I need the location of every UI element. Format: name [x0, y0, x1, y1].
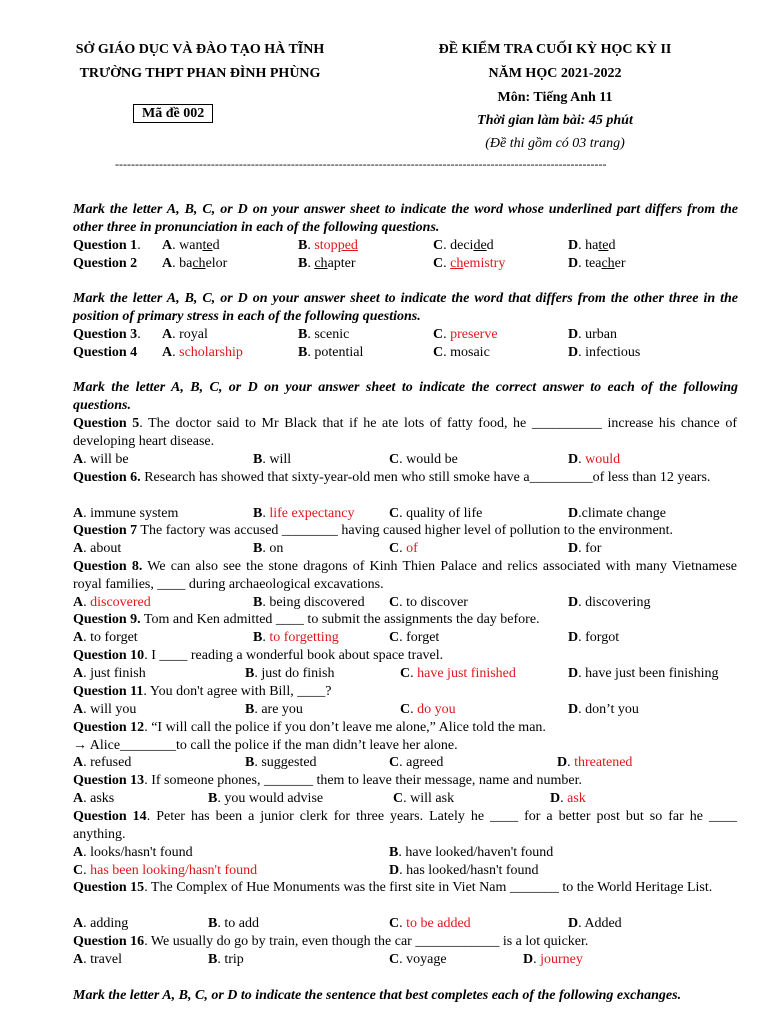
q4-option-b[interactable]: B. potential — [298, 345, 364, 360]
q12-option-c[interactable]: C. agreed — [389, 755, 444, 770]
q1-option-d[interactable]: D. hated — [568, 238, 616, 253]
subject: Môn: Tiếng Anh 11 — [497, 90, 613, 105]
exam-title: ĐỀ KIỂM TRA CUỐI KỲ HỌC KỲ II — [438, 42, 672, 57]
q5-option-d[interactable]: D. would — [568, 452, 621, 467]
q15-option-b[interactable]: B. to add — [208, 916, 259, 931]
q15-option-a[interactable]: A. adding — [73, 916, 129, 931]
time-limit: Thời gian làm bài: 45 phút — [477, 113, 633, 128]
page-count: (Đề thi gồm có 03 trang) — [485, 136, 625, 151]
q11-option-d[interactable]: D. don’t you — [568, 702, 639, 717]
q14-option-b[interactable]: B. have looked/haven't found — [389, 845, 554, 860]
q2-option-b[interactable]: B. chapter — [298, 256, 356, 271]
q8-option-a[interactable]: A. discovered — [73, 595, 151, 610]
question-1: Question 1. — [73, 238, 141, 253]
q6-option-a[interactable]: A. immune system — [73, 506, 179, 521]
q5-option-c[interactable]: C. would be — [389, 452, 458, 467]
q14-option-c[interactable]: C. has been looking/hasn't found — [73, 863, 258, 878]
question-13: Question 13. If someone phones, _______ them to leave their message, name and number. — [73, 773, 582, 788]
question-7: Question 7 The factory was accused ________ having caused higher level of pollution to the environment. — [73, 523, 674, 538]
question-4: Question 4 — [73, 345, 138, 360]
exam-code: Mã đề 002 — [133, 106, 213, 122]
section-instruction-exchanges: Mark the letter A, B, C, or D to indicate the sentence that best completes each of the following exchanges. — [73, 988, 682, 1003]
q15-option-d[interactable]: D. Added — [568, 916, 622, 931]
q13-option-c[interactable]: C. will ask — [393, 791, 455, 806]
q9-option-c[interactable]: C. forget — [389, 630, 440, 645]
q16-option-d[interactable]: D. journey — [523, 952, 583, 967]
q5-option-a[interactable]: A. will be — [73, 452, 129, 467]
q7-option-a[interactable]: A. about — [73, 541, 122, 556]
q2-option-d[interactable]: D. teacher — [568, 256, 626, 271]
q11-option-b[interactable]: B. are you — [245, 702, 303, 717]
q14-option-a[interactable]: A. looks/hasn't found — [73, 845, 193, 860]
q12-option-b[interactable]: B. suggested — [245, 755, 317, 770]
q8-option-d[interactable]: D. discovering — [568, 595, 651, 610]
q3-option-d[interactable]: D. urban — [568, 327, 618, 342]
q7-option-c[interactable]: C. of — [389, 541, 418, 556]
q13-option-a[interactable]: A. asks — [73, 791, 115, 806]
q2-option-a[interactable]: A. bachelor — [162, 256, 228, 271]
q11-option-a[interactable]: A. will you — [73, 702, 137, 717]
q13-option-b[interactable]: B. you would advise — [208, 791, 324, 806]
q15-option-c[interactable]: C. to be added — [389, 916, 471, 931]
divider: --------------------------------------------------------------------------------------------------------------------------- — [115, 157, 607, 171]
q1-option-a[interactable]: A. wanted — [162, 238, 220, 253]
section-instruction-pronunciation: Mark the letter A, B, C, or D on your answer sheet to indicate the word whose underlined part differs from the other three in pronunciation in each of the following questions. — [73, 202, 738, 235]
q16-option-a[interactable]: A. travel — [73, 952, 122, 967]
question-15: Question 15. The Complex of Hue Monuments was the first site in Viet Nam _______ to the World Heritage List. — [73, 880, 713, 895]
q9-option-b[interactable]: B. to forgetting — [253, 630, 339, 645]
q6-option-d[interactable]: D.climate change — [568, 506, 666, 521]
q10-option-b[interactable]: B. just do finish — [245, 666, 335, 681]
question-10: Question 10. I ____ reading a wonderful book about space travel. — [73, 648, 444, 663]
question-11: Question 11. You don't agree with Bill, ____? — [73, 684, 332, 699]
q3-option-b[interactable]: B. scenic — [298, 327, 350, 342]
q6-option-c[interactable]: C. quality of life — [389, 506, 483, 521]
question-12-rewrite: → Alice________to call the police if the man didn’t leave her alone. — [73, 738, 458, 753]
question-12: Question 12. “I will call the police if you don’t leave me alone,” Alice told the man. — [73, 720, 546, 735]
q8-option-b[interactable]: B. being discovered — [253, 595, 365, 610]
q9-option-a[interactable]: A. to forget — [73, 630, 138, 645]
q4-option-c[interactable]: C. mosaic — [433, 345, 490, 360]
q2-option-c[interactable]: C. chemistry — [433, 256, 506, 271]
q10-option-d[interactable]: D. have just been finishing — [568, 666, 719, 681]
school-department: SỞ GIÁO DỤC VÀ ĐÀO TẠO HÀ TĨNH — [75, 42, 325, 57]
q10-option-c[interactable]: C. have just finished — [400, 666, 516, 681]
question-8: Question 8. We can also see the stone dragons of Kinh Thien Palace and relics associated with many Vietnamese royal families, ____ during archaeological excavations. — [73, 559, 737, 592]
q1-option-b[interactable]: B. stopped — [298, 238, 358, 253]
q12-option-a[interactable]: A. refused — [73, 755, 132, 770]
q16-option-c[interactable]: C. voyage — [389, 952, 447, 967]
q13-option-d[interactable]: D. ask — [550, 791, 586, 806]
question-16: Question 16. We usually do go by train, even though the car ____________ is a lot quicker. — [73, 934, 589, 949]
q14-option-d[interactable]: D. has looked/hasn't found — [389, 863, 539, 878]
question-9: Question 9. Tom and Ken admitted ____ to submit the assignments the day before. — [73, 612, 540, 627]
section-instruction-stress: Mark the letter A, B, C, or D on your answer sheet to indicate the word that differs from the other three in the position of primary stress in each of the following questions. — [73, 291, 738, 324]
question-14: Question 14. Peter has been a junior clerk for three years. Lately he ____ for a better post but so far he ____ anything. — [73, 809, 737, 842]
q7-option-b[interactable]: B. on — [253, 541, 284, 556]
section-instruction-grammar: Mark the letter A, B, C, or D on your answer sheet to indicate the correct answer to each of the following questions. — [73, 380, 738, 413]
q10-option-a[interactable]: A. just finish — [73, 666, 146, 681]
q9-option-d[interactable]: D. forgot — [568, 630, 620, 645]
q3-option-a[interactable]: A. royal — [162, 327, 208, 342]
q1-option-c[interactable]: C. decided — [433, 238, 494, 253]
school-name: TRƯỜNG THPT PHAN ĐÌNH PHÙNG — [79, 66, 321, 81]
question-3: Question 3. — [73, 327, 141, 342]
school-year: NĂM HỌC 2021-2022 — [488, 66, 622, 81]
question-5: Question 5. The doctor said to Mr Black that if he ate lots of fatty food, he __________ increase his chance of developing heart disease. — [73, 416, 737, 449]
q8-option-c[interactable]: C. to discover — [389, 595, 468, 610]
q5-option-b[interactable]: B. will — [253, 452, 292, 467]
q4-option-d[interactable]: D. infectious — [568, 345, 641, 360]
question-2: Question 2 — [73, 256, 138, 271]
q11-option-c[interactable]: C. do you — [400, 702, 456, 717]
q6-option-b[interactable]: B. life expectancy — [253, 506, 355, 521]
q7-option-d[interactable]: D. for — [568, 541, 602, 556]
q12-option-d[interactable]: D. threatened — [557, 755, 633, 770]
q4-option-a[interactable]: A. scholarship — [162, 345, 243, 360]
q16-option-b[interactable]: B. trip — [208, 952, 244, 967]
q3-option-c[interactable]: C. preserve — [433, 327, 498, 342]
question-6: Question 6. Research has showed that sixty-year-old men who still smoke have a_________of less than 12 years. — [73, 470, 711, 485]
